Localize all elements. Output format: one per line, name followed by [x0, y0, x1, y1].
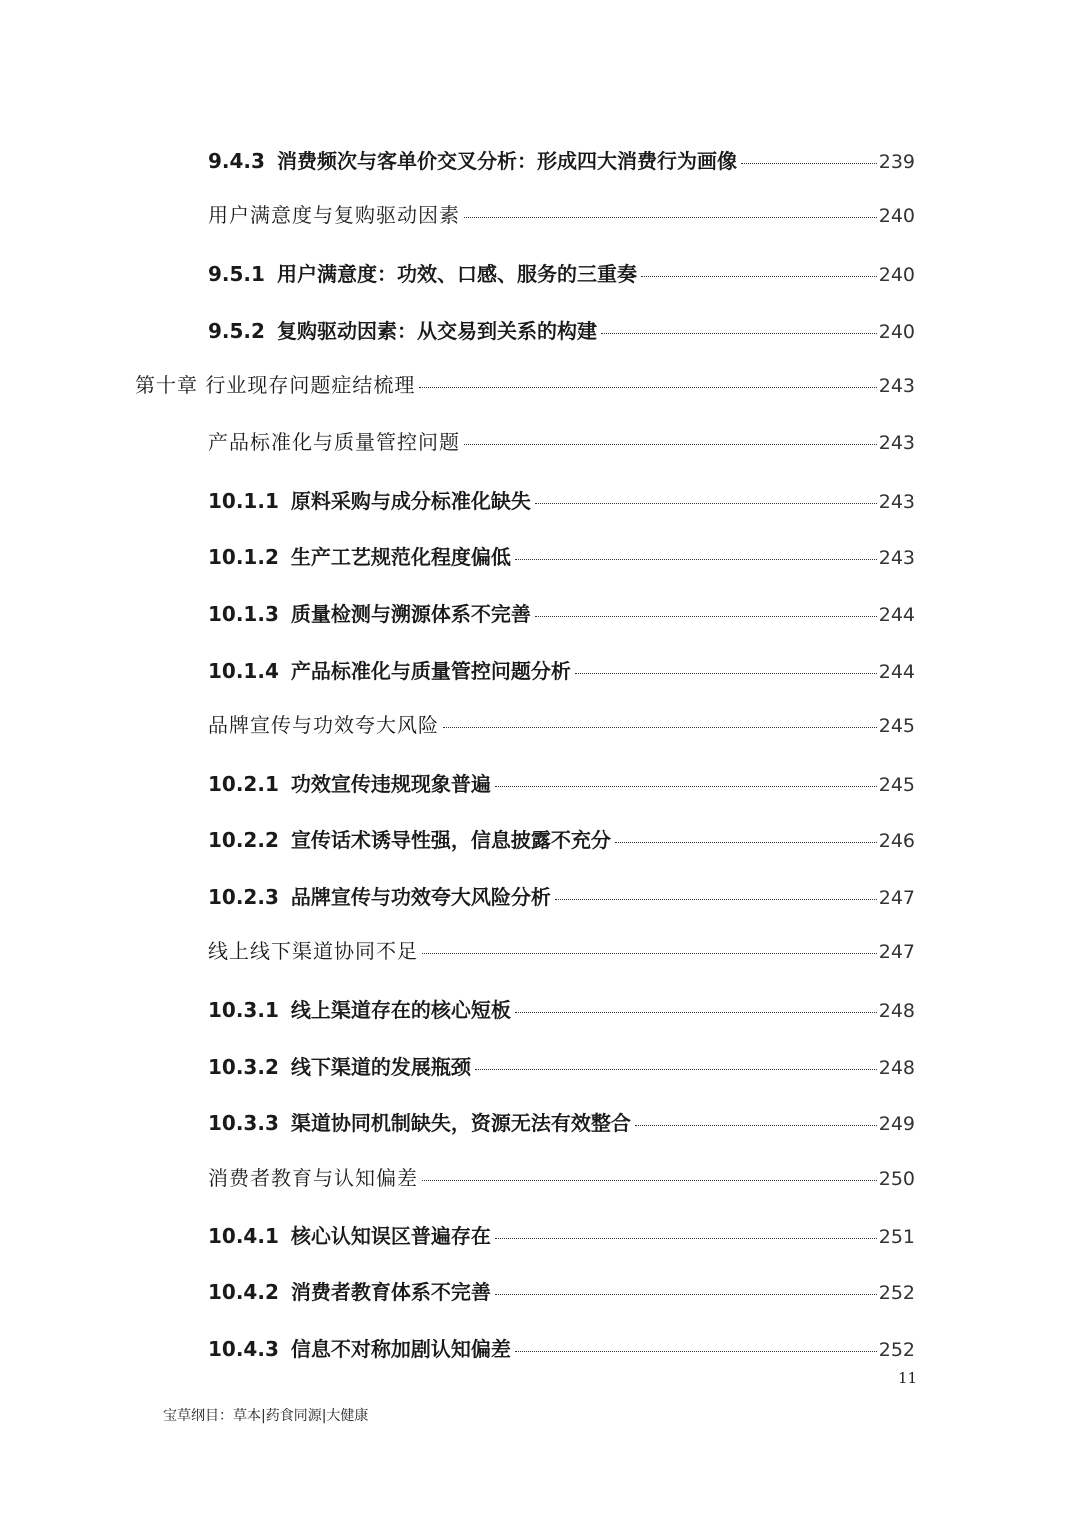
toc-entry[interactable]: [208, 148, 915, 175]
toc-entry[interactable]: [208, 544, 915, 571]
dot-leader: [535, 503, 877, 504]
toc-entry-page: 248: [878, 1000, 915, 1022]
toc-entry[interactable]: [208, 827, 915, 854]
toc-entry[interactable]: [208, 1336, 915, 1363]
toc-entry-number: 10.1.1: [208, 489, 279, 513]
dot-leader: [741, 163, 877, 164]
toc-entry-title: 功效宣传违规现象普遍: [290, 772, 491, 796]
toc-entry-title: 消费者教育体系不完善: [290, 1280, 491, 1304]
dot-leader: [464, 444, 877, 445]
dot-leader: [575, 673, 877, 674]
toc-entry-number: 10.4.2: [208, 1280, 279, 1304]
toc-entry[interactable]: [208, 771, 915, 798]
toc-entry-page: 246: [878, 830, 915, 852]
toc-entry-title: 品牌宣传与功效夸大风险: [208, 713, 439, 737]
toc-entry-page: 251: [878, 1226, 915, 1248]
toc-entry-page: 247: [878, 887, 915, 909]
toc-entry-page: 240: [878, 205, 915, 227]
toc-entry[interactable]: [208, 1110, 915, 1137]
toc-entry-title: 生产工艺规范化程度偏低: [290, 545, 511, 569]
toc-entry[interactable]: [208, 202, 915, 229]
toc-entry-page: 245: [878, 774, 915, 796]
dot-leader: [555, 899, 877, 900]
dot-leader: [641, 276, 877, 277]
toc-entry-number: 10.1.2: [208, 545, 279, 569]
dot-leader: [464, 217, 877, 218]
page-number: 11: [898, 1369, 918, 1387]
toc-entry-title: 信息不对称加剧认知偏差: [290, 1337, 511, 1361]
toc-entry[interactable]: [208, 318, 915, 345]
toc-entry-number: 10.1.4: [208, 659, 279, 683]
toc-entry-page: 245: [878, 715, 915, 737]
toc-entry-number: 9.5.2: [208, 319, 265, 343]
dot-leader: [419, 387, 876, 388]
toc-chapter-entry[interactable]: [135, 372, 915, 399]
toc-entry-title: 用户满意度：功效、口感、服务的三重奏: [276, 262, 637, 286]
toc-entry-page: 252: [878, 1339, 915, 1361]
dot-leader: [515, 1012, 877, 1013]
toc-entry-title: 第十章 行业现存问题症结梳理: [135, 373, 416, 397]
dot-leader: [495, 1294, 877, 1295]
dot-leader: [475, 1069, 877, 1070]
dot-leader: [615, 842, 877, 843]
toc-entry[interactable]: [208, 601, 915, 628]
toc-entry-title: 宣传话术诱导性强，信息披露不充分: [290, 828, 611, 852]
toc-entry-title: 线下渠道的发展瓶颈: [290, 1055, 471, 1079]
dot-leader: [535, 616, 877, 617]
dot-leader: [443, 727, 877, 728]
toc-entry-page: 244: [878, 661, 915, 683]
toc-entry-title: 消费者教育与认知偏差: [208, 1166, 418, 1190]
dot-leader: [495, 786, 877, 787]
toc-entry[interactable]: [208, 429, 915, 456]
toc-entry-title: 品牌宣传与功效夸大风险分析: [290, 885, 551, 909]
dot-leader: [422, 953, 877, 954]
toc-entry-page: 244: [878, 604, 915, 626]
toc-entry-title: 产品标准化与质量管控问题分析: [290, 659, 571, 683]
toc-entry-title: 产品标准化与质量管控问题: [208, 430, 460, 454]
toc-entry[interactable]: [208, 997, 915, 1024]
toc-entry[interactable]: [208, 938, 915, 965]
toc-entry-title: 复购驱动因素：从交易到关系的构建: [276, 319, 597, 343]
toc-entry-page: 243: [878, 432, 915, 454]
dot-leader: [422, 1180, 877, 1181]
dot-leader: [515, 559, 877, 560]
toc-entry-number: 10.4.3: [208, 1337, 279, 1361]
toc-entry-title: 质量检测与溯源体系不完善: [290, 602, 531, 626]
toc-entry-page: 252: [878, 1282, 915, 1304]
toc-entry-number: 10.4.1: [208, 1224, 279, 1248]
toc-entry-page: 247: [878, 941, 915, 963]
toc-entry[interactable]: [208, 658, 915, 685]
dot-leader: [515, 1351, 877, 1352]
toc-entry-page: 248: [878, 1057, 915, 1079]
toc-entry-title: 用户满意度与复购驱动因素: [208, 203, 460, 227]
toc-entry-page: 240: [878, 264, 915, 286]
toc-entry[interactable]: [208, 1223, 915, 1250]
toc-entry-number: 9.5.1: [208, 262, 265, 286]
toc-entry[interactable]: [208, 712, 915, 739]
toc-entry-page: 249: [878, 1113, 915, 1135]
toc-entry-number: 10.2.3: [208, 885, 279, 909]
toc-entry-number: 10.3.3: [208, 1111, 279, 1135]
toc-entry-page: 243: [878, 547, 915, 569]
toc-entry[interactable]: [208, 1054, 915, 1081]
toc-entry-page: 243: [878, 491, 915, 513]
toc-entry[interactable]: [208, 488, 915, 515]
toc-entry-number: 10.3.1: [208, 998, 279, 1022]
toc-entry-title: 核心认知误区普遍存在: [290, 1224, 491, 1248]
toc-entry-number: 10.2.2: [208, 828, 279, 852]
dot-leader: [601, 333, 877, 334]
toc-entry[interactable]: [208, 1279, 915, 1306]
dot-leader: [495, 1238, 877, 1239]
toc-entry-title: 渠道协同机制缺失，资源无法有效整合: [290, 1111, 631, 1135]
toc-entry-title: 线上渠道存在的核心短板: [290, 998, 511, 1022]
dot-leader: [635, 1125, 877, 1126]
toc-entry-number: 10.2.1: [208, 772, 279, 796]
toc-entry-page: 243: [878, 375, 915, 397]
toc-entry-title: 原料采购与成分标准化缺失: [290, 489, 531, 513]
toc-entry-number: 9.4.3: [208, 149, 265, 173]
toc-entry-page: 240: [878, 321, 915, 343]
toc-entry-title: 消费频次与客单价交叉分析：形成四大消费行为画像: [276, 149, 737, 173]
page-footer: 宝草纲目：草本|药食同源|大健康: [163, 1408, 369, 1424]
toc-entry-page: 250: [878, 1168, 915, 1190]
toc-entry-number: 10.3.2: [208, 1055, 279, 1079]
toc-entry-title: 线上线下渠道协同不足: [208, 939, 418, 963]
toc-entry[interactable]: [208, 884, 915, 911]
toc-entry[interactable]: [208, 1165, 915, 1192]
toc-entry-page: 239: [878, 151, 915, 173]
toc-entry[interactable]: [208, 261, 915, 288]
toc-entry-number: 10.1.3: [208, 602, 279, 626]
